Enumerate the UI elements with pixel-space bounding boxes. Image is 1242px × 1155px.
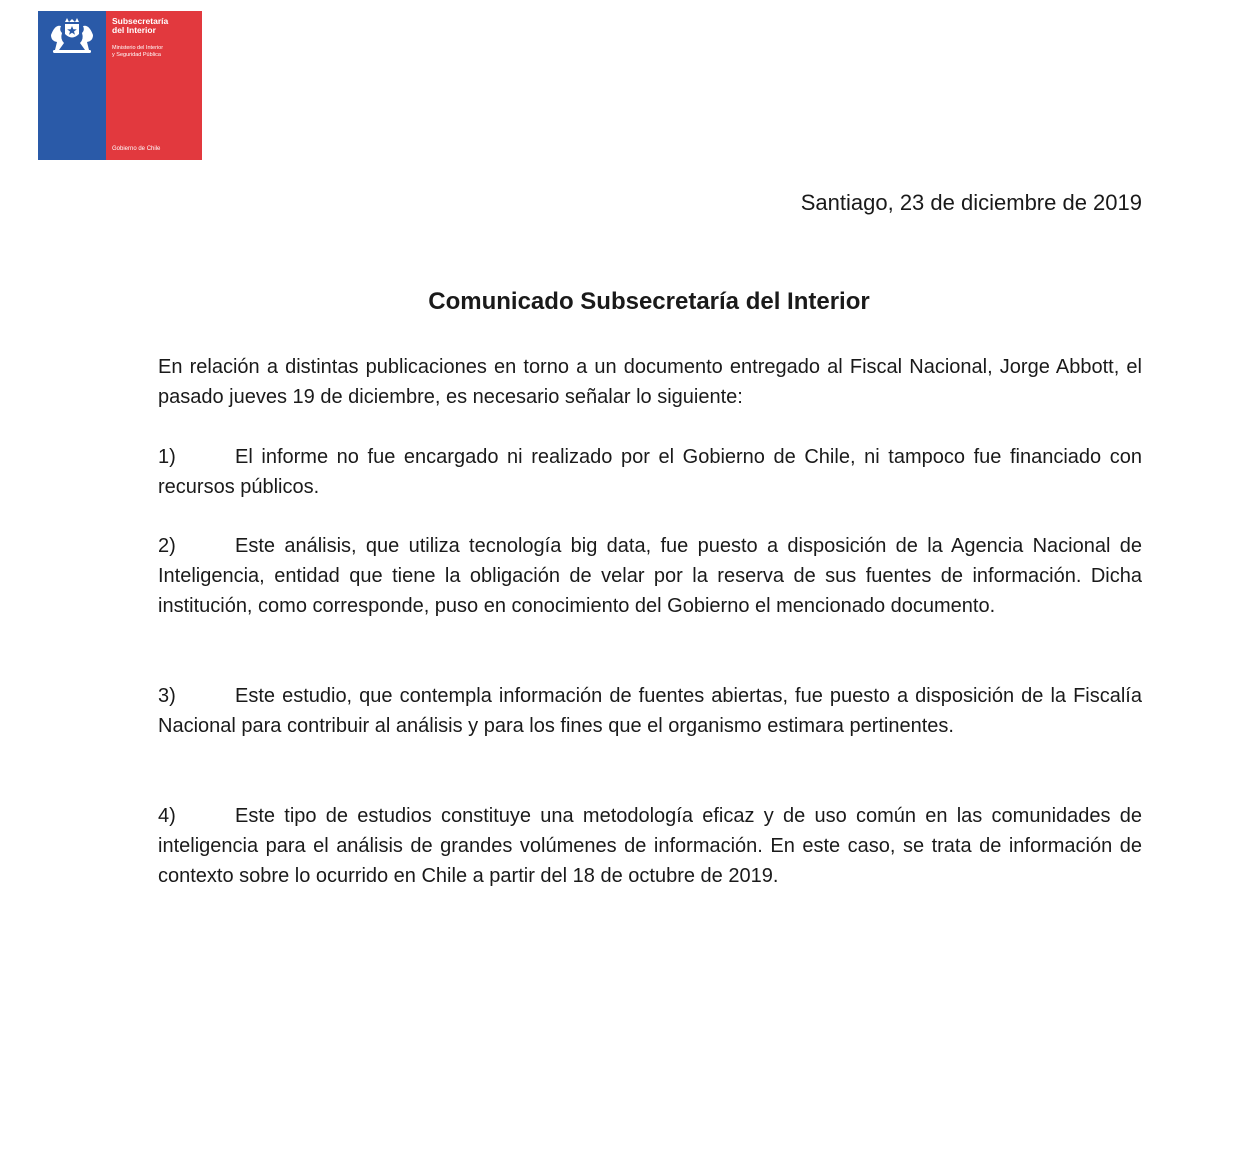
dateline: Santiago, 23 de diciembre de 2019: [800, 190, 1142, 215]
point-text: Este análisis, que utiliza tecnología big data, fue puesto a disposición de la Agencia Nacional de Inteligencia, entidad que tiene la obligación de velar por la reserva de sus fuentes de información. Dicha institución, como corresponde, puso en conocimiento del Gobierno el mencionado documento.: [158, 535, 1142, 617]
logo-subtitle-line: y Seguridad Pública: [112, 51, 161, 58]
document-title: Comunicado Subsecretaría del Interior: [428, 288, 870, 315]
logo-subtitle-line: Ministerio del Interior: [112, 45, 164, 51]
point-number: 3): [158, 685, 176, 707]
chile-coat-of-arms-icon: [45, 17, 99, 55]
logo-red-panel: [106, 11, 202, 160]
logo-title-line: del Interior: [112, 25, 156, 35]
point-text: Este estudio, que contempla información de fuentes abiertas, fue puesto a disposición de la Fiscalía Nacional para contribuir al análisis y para los fines que el organismo estimara pertinentes.: [158, 685, 1142, 737]
point-text: Este tipo de estudios constituye una metodología eficaz y de uso común en las comunidades de inteligencia para el análisis de grandes volúmenes de información. En este caso, se trata de información de contexto sobre lo ocurrido en Chile a partir del 18 de octubre de 2019.: [158, 805, 1142, 887]
government-logo: [38, 11, 202, 160]
point-number: 2): [158, 535, 176, 557]
numbered-point: [158, 443, 1142, 503]
logo-blue-panel: [38, 11, 106, 160]
point-text: El informe no fue encargado ni realizado por el Gobierno de Chile, ni tampoco fue financiado con recursos públicos.: [158, 446, 1142, 498]
numbered-point: [158, 802, 1142, 891]
point-number: 4): [158, 805, 176, 827]
intro-paragraph: En relación a distintas publicaciones en torno a un documento entregado al Fiscal Nacional, Jorge Abbott, el pasado jueves 19 de diciembre, es necesario señalar lo siguiente:: [158, 356, 1142, 408]
logo-title: [112, 17, 200, 35]
numbered-point: [158, 682, 1142, 742]
numbered-point: [158, 532, 1142, 621]
logo-footer: Gobierno de Chile: [112, 146, 161, 152]
point-number: 1): [158, 446, 176, 468]
logo-title-line: Subsecretaría: [112, 16, 169, 26]
logo-subtitle: [112, 45, 198, 58]
